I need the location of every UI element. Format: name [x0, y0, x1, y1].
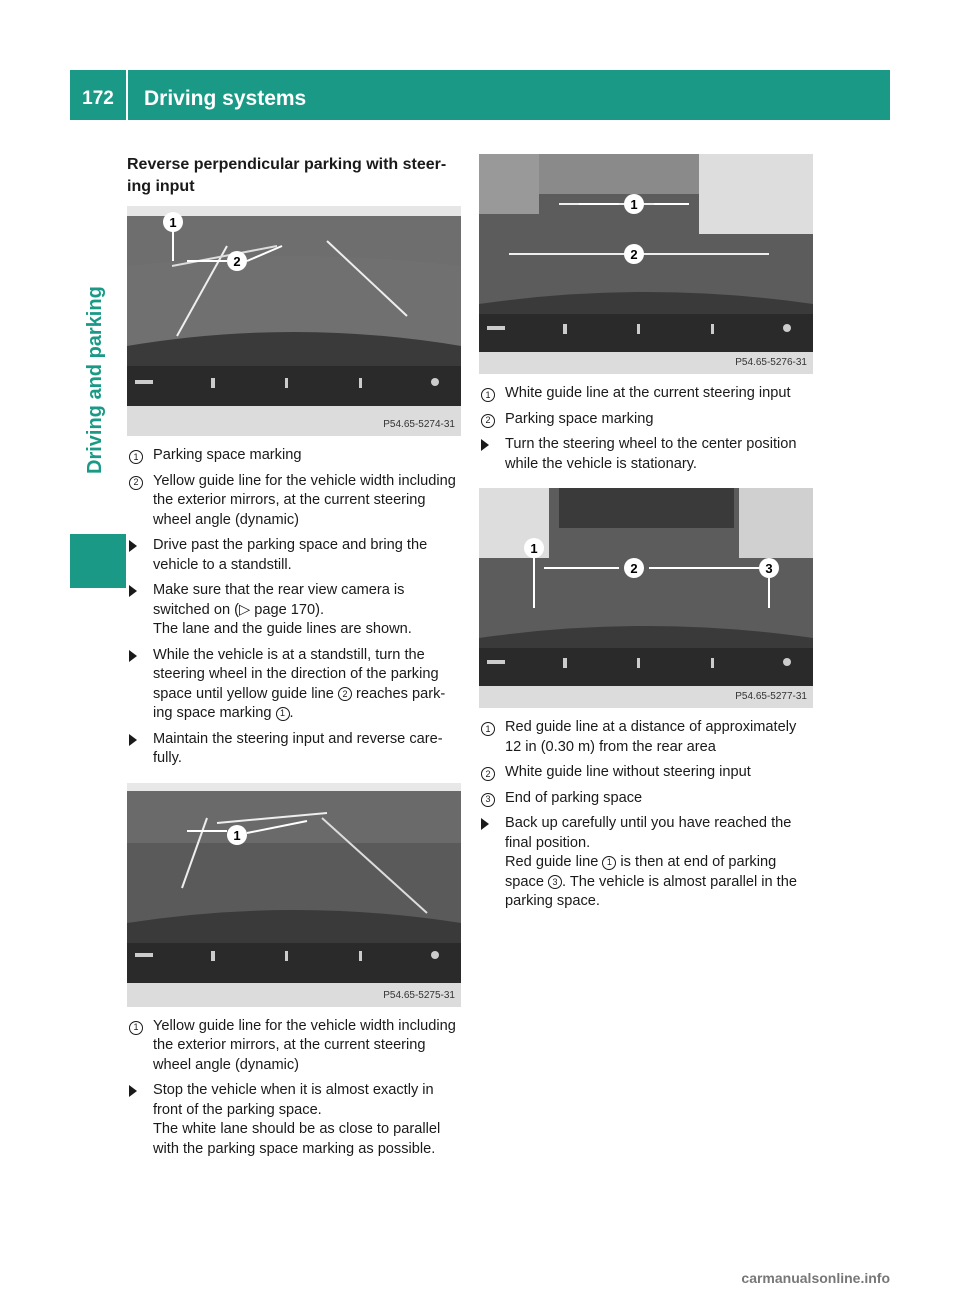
section-heading: Reverse perpendicular parking with steer-ing input — [127, 156, 447, 195]
step-item — [127, 646, 461, 724]
callout-1: 1 — [233, 827, 241, 843]
side-tab-label: Driving and parking — [84, 286, 106, 474]
item-marker: 2 — [481, 414, 495, 428]
callout-1: 1 — [530, 541, 538, 556]
side-tab-block — [70, 534, 126, 588]
list-item — [479, 384, 813, 404]
list-item — [127, 446, 461, 466]
list-item — [127, 1017, 461, 1076]
item-marker: 2 — [481, 767, 495, 781]
camera-image-3 — [479, 154, 813, 374]
item-text: Parking space marking — [153, 447, 302, 463]
item-text: Red guide line at a distance of approximately 12 in (0.30 m) from the rear area — [505, 719, 797, 755]
step-item — [479, 814, 813, 912]
step-text: Make sure that the rear view camera is switched on (▷ page 170). — [153, 582, 405, 618]
step-arrow-icon — [129, 585, 137, 597]
item-text: White guide line at the current steering input — [505, 385, 791, 401]
callout-2: 2 — [630, 247, 638, 262]
step-arrow-icon — [129, 734, 137, 746]
step-item — [127, 581, 461, 640]
step-arrow-icon — [129, 540, 137, 552]
item-marker: 3 — [481, 793, 495, 807]
item-marker: 1 — [481, 388, 495, 402]
list-item — [127, 472, 461, 531]
callout-2: 2 — [233, 254, 241, 269]
step-text: While the vehicle is at a standstill, turn the steering wheel in the direction of the parking space until yellow guide line 2 reaches park-ing space marking 1 . — [153, 646, 446, 721]
step-text: Turn the steering wheel to the center position while the vehicle is stationary. — [505, 436, 797, 472]
camera-image-1 — [127, 206, 461, 436]
item-text: White guide line without steering input — [505, 764, 751, 780]
camera-figure-4 — [479, 488, 813, 708]
figure-id: P54.65-5276-31 — [479, 352, 813, 374]
figure-id: P54.65-5277-31 — [479, 686, 813, 708]
left-column — [127, 154, 461, 1165]
section-title: Driving systems — [144, 87, 307, 110]
item-marker: 2 — [129, 476, 143, 490]
page-number: 172 — [70, 70, 128, 120]
figure-id: P54.65-5274-31 — [127, 414, 461, 436]
item-text: Yellow guide line for the vehicle width including the exterior mirrors, at the current steering wheel angle (dynamic) — [153, 472, 456, 528]
callout-1: 1 — [630, 197, 638, 212]
callout-2: 2 — [630, 561, 638, 576]
step-text: Stop the vehicle when it is almost exactly in front of the parking space. — [153, 1082, 434, 1118]
camera-image-2 — [127, 783, 461, 1007]
step-arrow-icon — [129, 650, 137, 662]
list-item — [479, 410, 813, 430]
step-arrow-icon — [481, 439, 489, 451]
step-note: The white lane should be as close to parallel with the parking space marking as possible. — [153, 1121, 441, 1157]
step-item — [127, 730, 461, 769]
step-text: Maintain the steering input and reverse care-fully. — [153, 730, 443, 766]
page-header — [70, 70, 890, 120]
camera-figure-3 — [479, 154, 813, 374]
step-arrow-icon — [481, 818, 489, 830]
list-item — [479, 763, 813, 783]
item-marker: 1 — [481, 722, 495, 736]
camera-image-4 — [479, 488, 813, 708]
item-text: Yellow guide line for the vehicle width including the exterior mirrors, at the current steering wheel angle (dynamic) — [153, 1017, 456, 1073]
camera-figure-1 — [127, 206, 461, 436]
step-text: Drive past the parking space and bring the vehicle to a standstill. — [153, 537, 428, 573]
callout-1: 1 — [169, 215, 177, 230]
item-marker: 1 — [129, 1021, 143, 1035]
step-note: Red guide line 1 is then at end of parking space 3 . The vehicle is almost parallel in the parking space. — [505, 854, 797, 909]
callout-3: 3 — [765, 561, 773, 576]
figure-id: P54.65-5275-31 — [127, 985, 461, 1007]
step-item — [479, 435, 813, 474]
step-item — [127, 1081, 461, 1159]
item-text: End of parking space — [505, 789, 643, 806]
list-item — [479, 718, 813, 757]
item-text: Parking space marking — [505, 410, 654, 427]
watermark: carmanualsonline.info — [741, 1270, 890, 1286]
step-item — [127, 536, 461, 575]
item-marker: 1 — [129, 450, 143, 464]
right-column — [479, 154, 813, 918]
step-text: Back up carefully until you have reached the final position. — [505, 815, 792, 851]
step-arrow-icon — [129, 1085, 137, 1097]
step-note: The lane and the guide lines are shown. — [153, 621, 412, 637]
camera-figure-2 — [127, 783, 461, 1007]
list-item — [479, 789, 813, 809]
